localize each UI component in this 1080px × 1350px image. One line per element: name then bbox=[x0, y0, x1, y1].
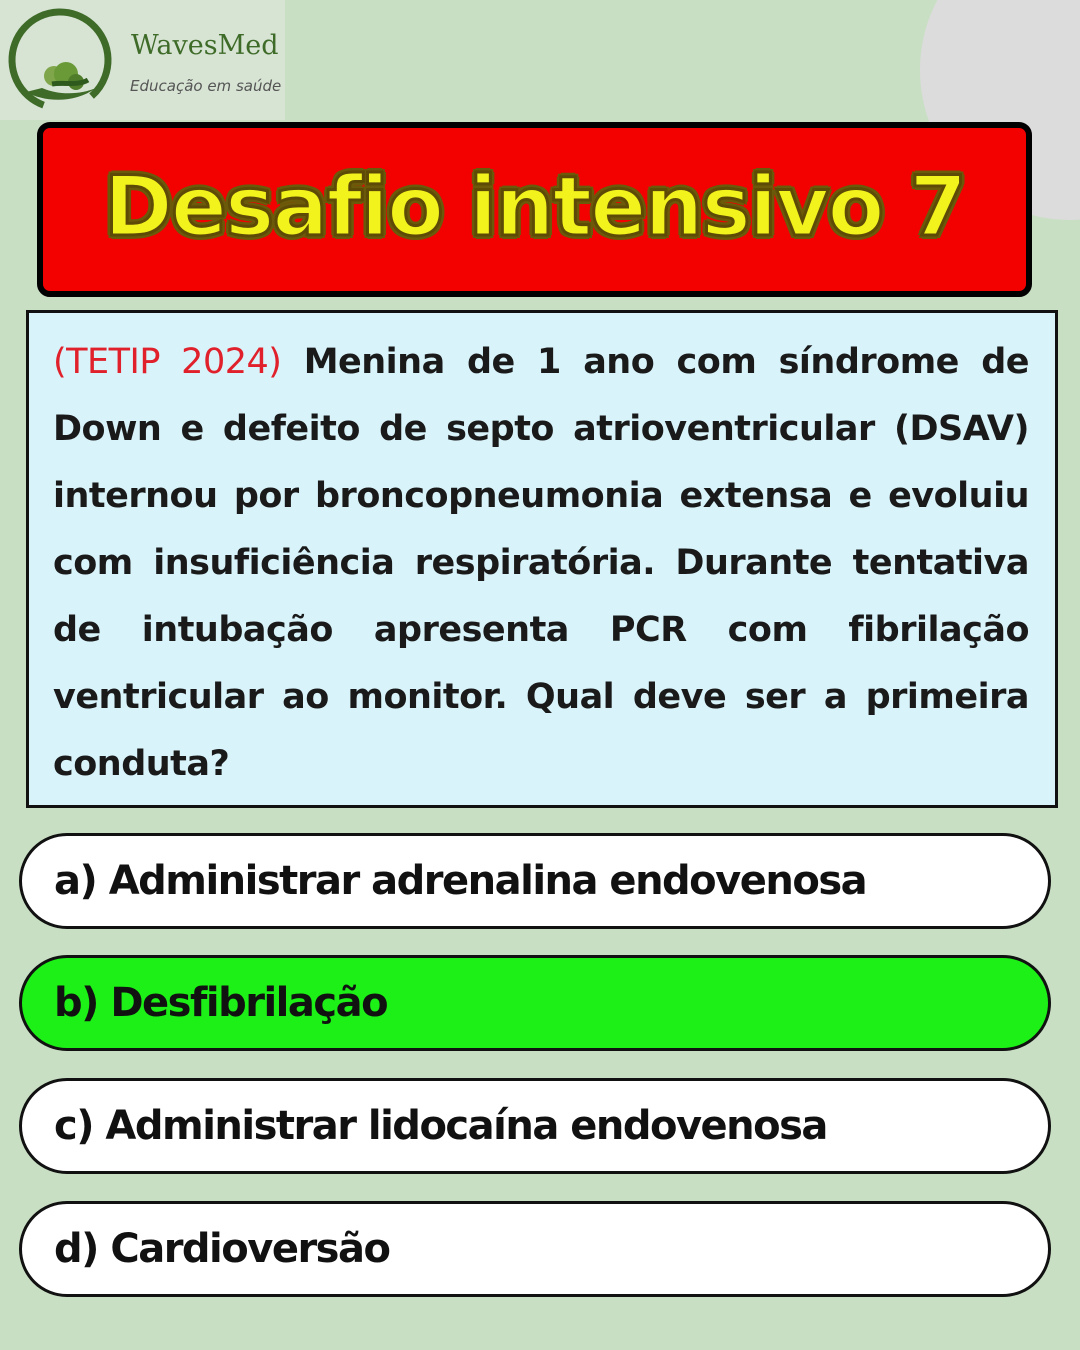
question-source: (TETIP 2024) bbox=[53, 342, 282, 382]
wavesmed-logo-icon bbox=[4, 4, 116, 116]
option-label: b) Desfibrilação bbox=[54, 980, 388, 1026]
brand-tagline: Educação em saúde bbox=[130, 77, 282, 95]
brand-name: WavesMed bbox=[131, 30, 279, 61]
question-text-block bbox=[53, 329, 1029, 798]
option-label: c) Administrar lidocaína endovenosa bbox=[54, 1103, 827, 1149]
option-a[interactable] bbox=[19, 833, 1051, 929]
option-d[interactable] bbox=[19, 1201, 1051, 1297]
title-banner bbox=[37, 122, 1032, 297]
page-title: Desafio intensivo 7 bbox=[103, 158, 966, 255]
question-body: Menina de 1 ano com síndrome de Down e defeito de septo atrioventricular (DSAV) internou por broncopneumonia extensa e evoluiu com insuficiência respiratória. Durante tentativa de intubação apresenta PCR com fibrilação ventricular ao monitor. Qual deve ser a primeira conduta? bbox=[53, 342, 1029, 784]
option-label: a) Administrar adrenalina endovenosa bbox=[54, 858, 867, 904]
option-c[interactable] bbox=[19, 1078, 1051, 1174]
question-card bbox=[26, 310, 1058, 808]
option-label: d) Cardioversão bbox=[54, 1226, 390, 1272]
brand-logo bbox=[0, 0, 285, 120]
option-b-correct[interactable] bbox=[19, 955, 1051, 1051]
